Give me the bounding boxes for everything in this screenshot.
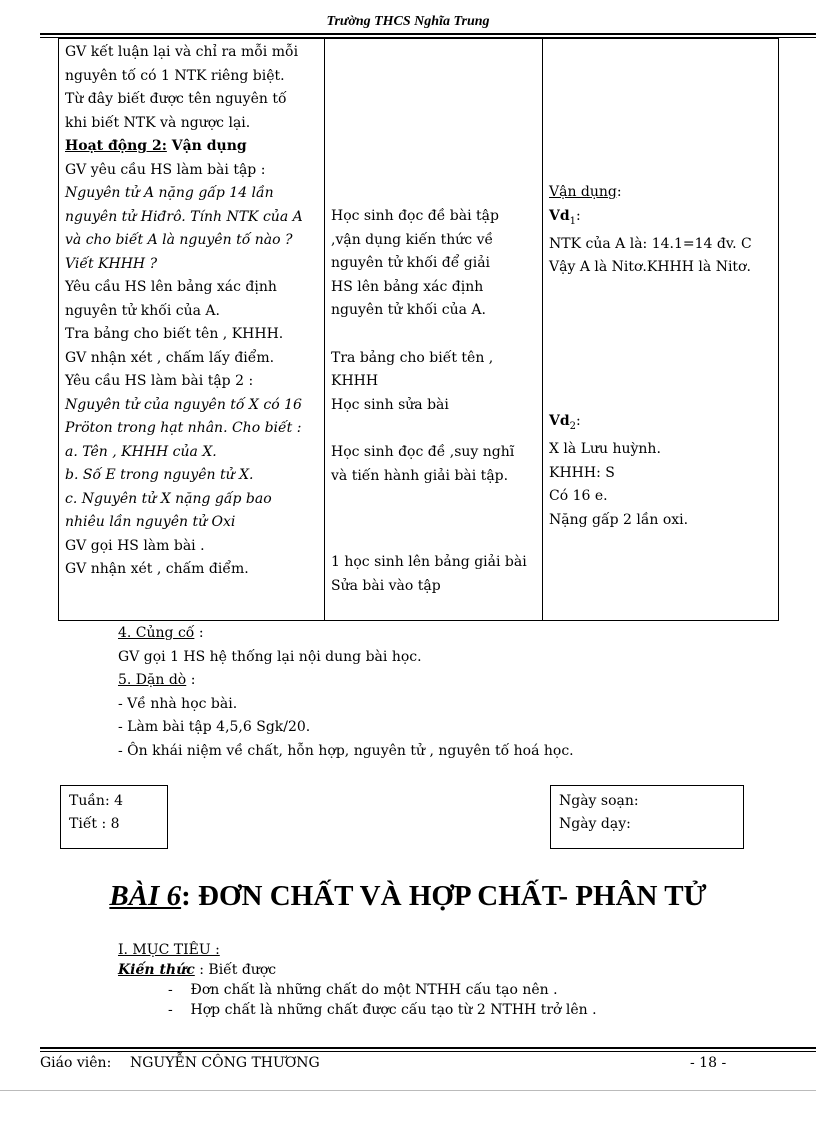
text-line: nguyên tử khối để giải — [331, 255, 491, 271]
objective-item-text: Đơn chất là những chất do một NTHH cấu tạo nên . — [190, 982, 558, 998]
exercise-text: c. Nguyên tử X nặng gấp bao — [65, 490, 272, 507]
text-line: 1 học sinh lên bảng giải bài — [331, 554, 527, 570]
cungco-section — [118, 622, 574, 763]
week-period-box — [60, 785, 168, 849]
example-label-colon: : — [576, 412, 581, 429]
cungco-heading-text: 4. Củng cố — [118, 625, 195, 641]
knowledge-rest: : Biết được — [194, 962, 277, 978]
text-line: Yêu cầu HS lên bảng xác định — [65, 279, 277, 295]
exercise-text: nguyên tử Hiđrô. Tính NTK của A — [65, 208, 303, 225]
footer-rule — [40, 1047, 816, 1049]
exercise-text: và cho biết A là nguyên tố nào ? — [65, 232, 293, 248]
dando-heading — [118, 669, 574, 693]
text-line: và tiến hành giải bài tập. — [331, 467, 509, 484]
example-label-text: Vd — [549, 412, 570, 429]
exercise-text: a. Tên , KHHH của X. — [65, 443, 217, 460]
week-label: Tuần: 4 — [69, 793, 124, 809]
period-label: Tiết : 8 — [69, 816, 120, 832]
objectives-section — [118, 940, 597, 1020]
objective-item: - Đơn chất là những chất do một NTHH cấu tạo nên . — [168, 982, 558, 998]
lesson-name: : ĐƠN CHẤT VÀ HỢP CHẤT- PHÂN TỬ — [181, 880, 707, 912]
exercise-text: Nguyên tử A nặng gấp 14 lần — [65, 185, 274, 201]
text-line: GV nhận xét , chấm điểm. — [65, 561, 249, 577]
footer-teacher-name: NGUYỄN CÔNG THƯƠNG — [130, 1055, 320, 1071]
header-rule — [40, 33, 816, 35]
content-column — [543, 39, 779, 621]
date-box — [550, 785, 744, 849]
objective-item-text: Hợp chất là những chất được cấu tạo từ 2 NTHH trở lên . — [190, 1002, 597, 1018]
objectives-heading: I. MỤC TIÊU : — [118, 942, 220, 958]
example-label-sub: 1 — [569, 215, 577, 227]
text-line: GV gọi 1 HS hệ thống lại nội dung bài học. — [118, 648, 422, 665]
knowledge-label: Kiến thức — [118, 962, 195, 978]
text-line: - Làm bài tập 4,5,6 Sgk/20. — [118, 719, 311, 735]
footer-rule-thin — [40, 1051, 816, 1052]
activity-heading — [65, 135, 318, 159]
text-line: nguyên tử khối của A. — [65, 302, 220, 319]
text-line: KHHH: S — [549, 464, 615, 481]
exercise-text: b. Số E trong nguyên tử X. — [65, 467, 254, 483]
text-line: GV kết luận lại và chỉ ra mỗi mỗi — [65, 44, 299, 60]
dando-heading-text: 5. Dặn dò — [118, 672, 187, 688]
text-line: Yêu cầu HS làm bài tập 2 : — [65, 373, 254, 389]
text-line: Tra bảng cho biết tên , — [331, 349, 494, 366]
text-line: Tra bảng cho biết tên , KHHH. — [65, 326, 284, 342]
text-line: GV yêu cầu HS làm bài tập : — [65, 161, 266, 178]
student-activity-column — [325, 39, 543, 621]
dando-heading-colon: : — [186, 672, 196, 688]
cungco-heading-colon: : — [194, 625, 204, 641]
text-line: GV nhận xét , chấm lấy điểm. — [65, 349, 275, 366]
lesson-number: BÀI 6 — [109, 880, 182, 912]
text-line: nguyên tử khối của A. — [331, 302, 486, 318]
text-line: khi biết NTK và ngược lại. — [65, 114, 251, 131]
exercise-text: nhiêu lần nguyên tử Oxi — [65, 514, 236, 530]
text-line: Có 16 e. — [549, 488, 608, 505]
text-line: KHHH — [331, 373, 379, 389]
objective-item: - Hợp chất là những chất được cấu tạo từ 2 NTHH trở lên . — [168, 1002, 597, 1018]
text-line: Sửa bài vào tập — [331, 577, 441, 594]
lesson-activity-table — [58, 38, 779, 621]
school-header: Trường THCS Nghĩa Trung — [326, 14, 490, 29]
text-line: HS lên bảng xác định — [331, 278, 484, 295]
exercise-text: Viết KHHH ? — [65, 255, 158, 272]
text-line: - Ôn khái niệm về chất, hỗn hợp, nguyên tử , nguyên tố hoá học. — [118, 742, 574, 759]
exercise-text: Nguyên tử của nguyên tố X có 16 — [65, 396, 302, 413]
text-line: nguyên tố có 1 NTK riêng biệt. — [65, 67, 285, 84]
example-label-colon: : — [576, 207, 581, 224]
example-label-sub: 2 — [569, 420, 577, 432]
text-line: GV gọi HS làm bài . — [65, 537, 205, 554]
text-line: X là Lưu huỳnh. — [549, 441, 661, 458]
section-title-text: Vận dụng — [549, 184, 617, 200]
text-line: Học sinh đọc đề ,suy nghĩ — [331, 444, 515, 460]
knowledge-line — [118, 960, 597, 980]
cungco-heading — [118, 622, 574, 646]
section-title-colon: : — [616, 184, 622, 200]
text-line: NTK của A là: 14.1=14 đv. C — [549, 235, 752, 252]
text-line: Vậy A là Nitơ.KHHH là Nitơ. — [549, 259, 751, 276]
teach-date-label: Ngày dạy: — [559, 816, 631, 832]
text-line: Từ đây biết được tên nguyên tố — [65, 91, 287, 107]
text-line: ,vận dụng kiến thức về — [331, 231, 494, 248]
text-line: Học sinh sửa bài — [331, 396, 449, 413]
example-2-label — [549, 410, 772, 438]
prep-date-label: Ngày soạn: — [559, 793, 639, 809]
text-line: Nặng gấp 2 lần oxi. — [549, 511, 689, 528]
activity-heading-rest: Vận dụng — [166, 138, 247, 154]
lesson-title — [0, 880, 816, 913]
text-line: Học sinh đọc đề bài tập — [331, 208, 499, 224]
footer-teacher-label: Giáo viên: — [40, 1055, 112, 1071]
footer-page-number: - 18 - — [690, 1055, 727, 1071]
example-1-label — [549, 205, 772, 233]
page-edge — [0, 1090, 816, 1091]
exercise-text: Pröton trong hạt nhân. Cho biết : — [65, 420, 302, 436]
activity-heading-label: Hoạt động 2: — [65, 138, 167, 154]
teacher-activity-column — [59, 39, 325, 621]
example-label-text: Vd — [549, 207, 570, 224]
text-line: - Về nhà học bài. — [118, 695, 238, 712]
section-title — [549, 181, 772, 205]
